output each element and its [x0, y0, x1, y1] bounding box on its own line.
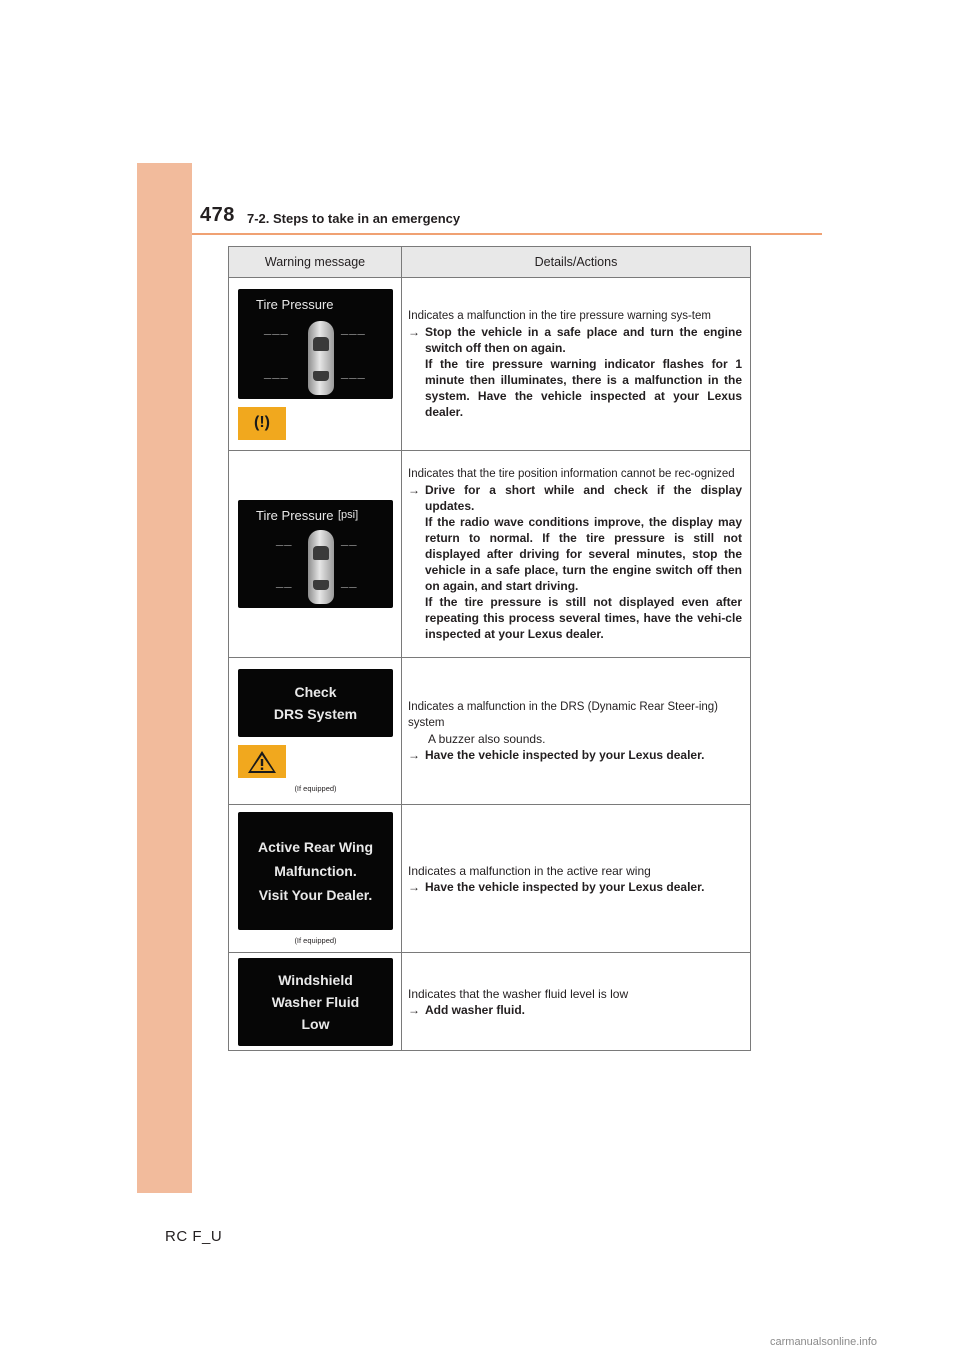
action-detail: If the tire pressure warning indicator flashes for 1 minute then illuminates, there is a malfunction in the system. Have the vehicle inspected at your Lexus dealer. — [425, 357, 742, 419]
action-row — [408, 879, 742, 895]
table-row — [229, 805, 751, 953]
action-detail: If the radio wave conditions improve, the display may return to normal. If the tire pressure is still not displayed after driving for several minutes, stop the vehicle in a safe place, turn the engine switch off then on again, and start driving. — [425, 515, 742, 593]
tire-pressure-warning-icon: (!) — [238, 407, 286, 440]
warning-image-cell — [229, 451, 402, 658]
dash-rear-left: __ — [276, 574, 293, 589]
action-row — [408, 1002, 742, 1018]
action-text: Have the vehicle inspected by your Lexus dealer. — [425, 748, 705, 762]
warning-image-cell — [229, 278, 402, 451]
action-text: Stop the vehicle in a safe place and turn the engine switch off then on again. — [425, 325, 742, 355]
car-top-view-icon — [308, 321, 334, 395]
display-line-3: Visit Your Dealer. — [258, 887, 373, 903]
action-text: Have the vehicle inspected by your Lexus dealer. — [425, 879, 705, 894]
action-text: Add washer fluid. — [425, 1002, 526, 1017]
section-title: 7-2. Steps to take in an emergency — [247, 211, 461, 226]
display-line-3: Low — [301, 1015, 330, 1032]
description: Indicates a malfunction in the active rear wing — [408, 863, 651, 878]
table-header-row — [229, 247, 751, 278]
table-row — [229, 953, 751, 1051]
action-row — [408, 482, 742, 514]
active-rear-wing-display — [238, 812, 393, 930]
description: Indicates that the washer fluid level is low — [408, 986, 629, 1001]
display-unit: [psi] — [338, 509, 359, 521]
dash-front-left: ___ — [264, 320, 289, 336]
arrow-icon: → — [408, 325, 420, 339]
table-row — [229, 658, 751, 805]
display-line-2: Washer Fluid — [271, 993, 360, 1010]
dash-front-right: __ — [341, 532, 358, 547]
details-cell — [402, 278, 751, 451]
dash-rear-right: ___ — [341, 364, 366, 380]
watermark: carmanualsonline.info — [770, 1336, 878, 1348]
action-row — [408, 324, 742, 356]
warning-triangle-icon — [238, 745, 286, 778]
details-cell — [402, 658, 751, 805]
dash-rear-left: ___ — [264, 364, 289, 380]
display-title: Tire Pressure — [256, 508, 334, 523]
car-top-view-icon — [308, 530, 334, 604]
action-text: Drive for a short while and check if the display updates. — [425, 483, 742, 513]
check-drs-display — [238, 669, 393, 737]
display-line-1: Check — [294, 684, 337, 700]
dash-front-right: ___ — [341, 320, 366, 336]
header-rule — [192, 233, 822, 235]
dash-front-left: __ — [276, 532, 293, 547]
arrow-icon: → — [408, 483, 420, 497]
display-title: Tire Pressure — [256, 296, 334, 312]
dash-rear-right: __ — [341, 574, 358, 589]
display-line-2: DRS System — [273, 706, 358, 722]
if-equipped-note: (If equipped) — [294, 784, 337, 793]
display-line-1: Active Rear Wing — [257, 839, 373, 855]
tire-pressure-display — [238, 289, 393, 399]
display-line-1: Windshield — [278, 971, 353, 988]
tire-pressure-psi-display — [238, 500, 393, 608]
description: Indicates that the tire position information cannot be rec-ognized — [408, 468, 735, 480]
details-cell — [402, 805, 751, 953]
description: Indicates a malfunction in the tire pressure warning sys-tem — [408, 310, 711, 322]
details-cell — [402, 451, 751, 658]
details-cell — [402, 953, 751, 1051]
action-row — [408, 747, 742, 763]
arrow-icon: → — [408, 1002, 420, 1017]
note: A buzzer also sounds. — [428, 732, 546, 746]
warning-image-cell — [229, 805, 402, 953]
model-code: RC F_U — [165, 1228, 223, 1245]
warning-table — [228, 246, 751, 1051]
warning-image-cell — [229, 658, 402, 805]
description: Indicates a malfunction in the DRS (Dynamic Rear Steer-ing) system — [408, 701, 718, 729]
action-detail-2: If the tire pressure is still not displayed even after repeating this process several times, have the vehi-cle inspected at your Lexus dealer. — [425, 595, 742, 641]
page-number: 478 — [200, 204, 235, 226]
if-equipped-note: (If equipped) — [294, 936, 337, 945]
table-row — [229, 278, 751, 451]
col-header-details-actions: Details/Actions — [402, 247, 751, 278]
arrow-icon: → — [408, 879, 420, 894]
arrow-icon: → — [408, 748, 420, 762]
display-line-2: Malfunction. — [274, 863, 357, 879]
side-band — [137, 163, 192, 1193]
warning-image-cell — [229, 953, 402, 1051]
table-row — [229, 451, 751, 658]
col-header-warning-message: Warning message — [229, 247, 402, 278]
washer-fluid-display — [238, 958, 393, 1046]
